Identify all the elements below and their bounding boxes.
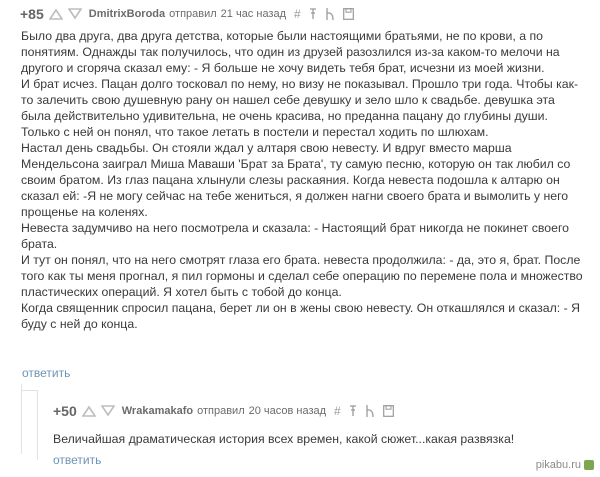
comment-body [21,28,586,332]
pin-icon[interactable] [309,8,317,20]
upvote-icon[interactable] [49,8,63,20]
thread-line [37,390,38,460]
comment-paragraph: Было два друга, два друга детства, которые были настоящими братьями, не по крови, а по понятиям. Однажды так получилось, что один из друзей разозлился из-за каком-то мелочи на другого и сгоряча сказал ему: - Я больше не хочу видеть тебя брат, исчезни из моей жизни. [21,29,560,75]
nested-comment-header [53,402,394,420]
hash-icon[interactable]: # [294,7,301,21]
watermark [536,459,594,471]
reply-link[interactable]: ответить [22,366,71,380]
comment-author[interactable]: DmitrixBoroda [88,8,166,20]
pin-icon[interactable] [349,405,357,417]
comment-header [20,5,354,23]
watermark-text: pikabu.ru [535,459,581,471]
comment-paragraph: Когда священник спросил пацана, берет ли он в жены свою невесту. Он откашлялся и сказал: - Я буду с ней до конца. [21,301,580,331]
upvote-icon[interactable] [82,405,96,417]
comment-rating: +50 [53,403,77,419]
thread-line [21,384,22,454]
comment-paragraph: И брат исчез. Пацан долго тосковал по нему, но визу не показывал. Прошло три года. Чтобы как-то залечить свою душевную рану он нашел себе девушку и зело шло к свадьбе. девушка эта была действительно удивительна, не очень красива, но преданна пацану до глубины души. Только с ней он понял, что такое летать в постели и перестал ходить по шлюхам. [21,77,579,139]
hash-icon[interactable]: # [334,404,341,418]
comment-paragraph: Настал день свадьбы. Он стояли ждал у алтаря свою невесту. И вдруг вместо марша Мендельсона заиграл Миша Маваши 'Брат за Брата', ту самую песню, которую он так любил со своим братом. Из глаз пацана хлынули слезы раскаяния. Когда невеста подошла к алтарю он сказал ей: -Я не могу сейчас на тебе жениться, я должен нагни своего брата и вымолить у него прощенье на коленях. [21,141,571,219]
comment-paragraph: Невеста задумчиво на него посмотрела и сказала: - Настоящий брат никогда не покинет своего брата. [21,221,570,251]
save-icon[interactable] [343,8,354,20]
comment-paragraph: И тут он понял, что на него смотрят глаза его брата. невеста продолжила: - да, это я, брат. После того как ты меня прогнал, я пил гормоны и сделал себе операцию по перемене пола и множество пластических операций. Я хотел быть с тобой до конца. [21,253,583,299]
thread-line [21,390,37,391]
reply-link[interactable]: ответить [53,453,102,467]
branch-icon[interactable] [365,405,375,417]
downvote-icon[interactable] [68,8,82,20]
save-icon[interactable] [383,405,394,417]
sent-label: отправил [169,8,217,20]
comment-rating: +85 [20,6,44,22]
comment-time[interactable]: 21 час назад [220,8,287,20]
comment-time[interactable]: 20 часов назад [248,405,327,417]
comment-author[interactable]: Wrakamakafo [121,405,194,417]
downvote-icon[interactable] [101,405,115,417]
pikabu-logo-icon [584,460,594,470]
branch-icon[interactable] [325,8,335,20]
sent-label: отправил [197,405,245,417]
comment-body: Величайшая драматическая история всех времен, какой сюжет...какая развязка! [53,432,515,446]
